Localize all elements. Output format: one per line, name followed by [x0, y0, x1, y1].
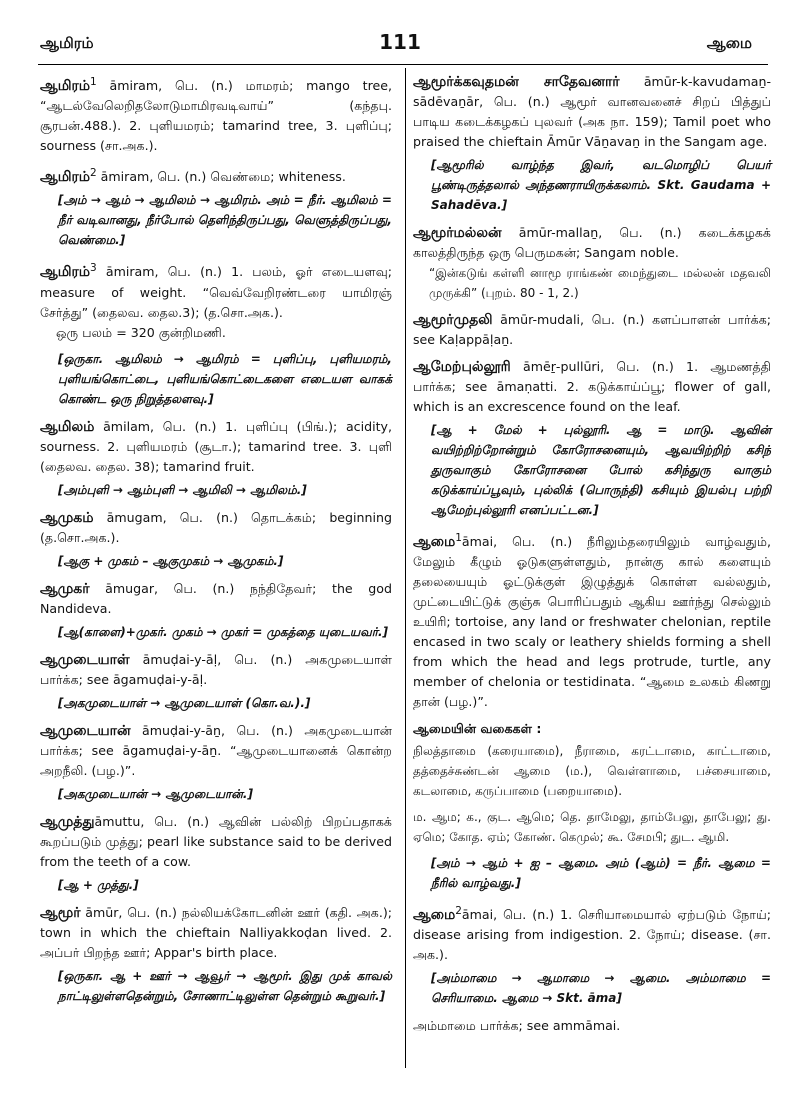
header-left-guideword: ஆமிரம்: [40, 34, 94, 52]
headword: ஆமிலம்: [40, 418, 95, 435]
homograph-number: 1: [89, 76, 97, 88]
headword: ஆமுத்து: [40, 813, 95, 830]
etymology: [அம்மாமை → ஆமாமை → ஆமை. அம்மாமை = செரியாமை. ஆமை → Skt. āma]: [431, 971, 771, 1006]
entry-body: āmūr-k-kavudamaṉ-sādēvaṉār, பெ. (n.) ஆமூர் வானவனைச் சிறப் பித்துப் பாடிய கடைக்கழகப் புலவர் (அக நா. 159); Tamil poet who praised the chieftain Āmūr Vāṉavaṉ in the Sangam age.: [413, 74, 771, 149]
etymology: [ஒருகா. ஆமிலம் → ஆமிரம் = புளிப்பு, புளியமரம், புளியங்கொட்டை, புளியங்கொட்டைகளை எடையள வாகக் கொண்ட ஒரு நிறுத்தலளவு.]: [58, 351, 392, 406]
entry: [40, 903, 392, 1006]
page-number: 111: [379, 30, 421, 54]
etymology: [அகமுடையாள் → ஆமுடையாள் (கொ.வ.).]: [58, 695, 311, 710]
entry: [40, 650, 392, 713]
right-column: [413, 72, 771, 1043]
etymology: [ஆ + மேல் + புல்லூரி. ஆ = மாடு. ஆவின் வயிற்றிற்றோன்றும் கோரோசனையும், ஆவயிற்றிற் கசிந் துருவாகும் கோரோசனை போல் கசிந்துரு வாகும் கடுக்காய்ப்பூவும், புல்லிக் (பொருந்தி) கசியும் இயல்பு பற்றி ஆமேற்புல்லூரி எனப்பட்டன.]: [431, 423, 771, 517]
etymology: [அம் → ஆம் → ஆமிலம் → ஆமிரம். அம் = நீர். ஆமிலம் = நீர் வடிவானது, நீர்போல் தெளிந்திருப்பது, வெளுத்திருப்பது, வெண்மை.]: [58, 193, 392, 248]
etymology: [ஆ + முத்து.]: [58, 877, 139, 892]
entry: [40, 579, 392, 642]
entry-body: āmai, பெ. (n.) நீரிலும்தரையிலும் வாழ்வதும், மேலும் கீழும் ஓடுகளுள்ளதும், நான்கு கால் களையும் தலையையும் ஓட்டுக்குள் இழுத்துக் கொள்ள வல்லதும், முட்டையிட்டுக் குஞ்சு பொரிப்பதும் ஆகிய ஊர்ந்து செல்லும் உயிரி; tortoise, any land or freshwater chelonian, reptile encased in two scaly or leathery shields forming a shell from which the head and legs protrude, turtle, any member of chelonia or testidinata. “ஆமை உலகம் கிணறு தான் (பழ.)”.: [413, 534, 771, 710]
headword: ஆமை: [413, 907, 456, 924]
entry: [413, 223, 771, 303]
entry: [40, 258, 392, 408]
page-header: [0, 28, 800, 58]
homograph-number: 2: [89, 167, 97, 180]
entry-body: āmiram, பெ. (n.) வெண்மை; whiteness.: [96, 169, 346, 185]
etymology: [ஆகு + முகம் – ஆகுமுகம் → ஆமுகம்.]: [58, 553, 284, 568]
cognates-list: ம. ஆம; க., குட. ஆமெ; தெ. தாமேலு, தாம்பேலு, தாபேலு; து. ஏமெ; கோத. ஏம்; கோண். கெமுல்; கூ. சேமபி; துட. ஆமி.: [413, 810, 771, 845]
entry: [40, 721, 392, 804]
entry-note: ஒரு பலம் = 320 குன்றிமணி.: [56, 324, 226, 340]
entry: [413, 72, 771, 215]
cross-reference: அம்மாமை பார்க்க; see ammāmai.: [413, 1018, 621, 1034]
entry-body: āmugam, பெ. (n.) தொடக்கம்; beginning (த.சொ.அக.).: [40, 509, 392, 545]
headword: ஆமிரம்: [40, 264, 90, 281]
entry-body: āmiram, பெ. (n.) 1. பலம், ஓர் எடையளவு; measure of weight. “வெவ்வேறிரண்டரை யாமிரஞ் சேர்த்து” (தைலவ. தைல.3); (த.சொ.அக.).: [40, 264, 392, 320]
headword: ஆமுடையான்: [40, 722, 131, 739]
entry: [40, 417, 392, 500]
header-rule: [38, 64, 768, 65]
headword: ஆமுடையாள்: [40, 651, 130, 668]
types-list: நிலத்தாமை (கரையாமை), நீராமை, கரட்டாமை, காட்டாமை, தத்தைச்சுண்டன் ஆமை (ம.), வெள்ளாமை, பச்சையாமை, கடலாமை, கருப்பாமை (பறையாமை).: [413, 744, 771, 799]
headword: ஆமிரம்: [40, 78, 90, 95]
left-column: [40, 72, 392, 1014]
entry-body: āmilam, பெ. (n.) 1. புளிப்பு (பிங்.); acidity, sourness. 2. புளியமரம் (சூடா.); tamarind tree. 3. புளி (தைலவ. தைல. 38); tamarind fruit.: [40, 418, 392, 474]
entry-body: āmuḍai-y-āṉ, பெ. (n.) அகமுடையான் பார்க்க; see āgamuḍai-y-āṉ. “ஆமுடையானைக் கொன்ற அறநீலி. (பழ.)”.: [40, 722, 392, 778]
entry-body: āmuttu, பெ. (n.) ஆவின் பல்லிற் பிறப்பதாகக் கூறப்படும் முத்து; pearl like substance said to be derived from the teeth of a cow.: [40, 813, 392, 869]
headword: ஆமிரம்: [40, 169, 90, 186]
homograph-number: 2: [455, 905, 462, 918]
etymology: [அகமுடையான் → ஆமுடையான்.]: [58, 786, 253, 801]
entry-body: āmūr-mallaṉ, பெ. (n.) கடைக்கழகக் காலத்திருந்த ஒரு பெருமகன்; Sangam noble.: [413, 225, 771, 260]
entry: [413, 901, 771, 1036]
citation: “இன்கடுங் கள்ளி னாமூ ராங்கண் மைந்துடை மல்லன் மதவலி முருக்கி” (புறம். 80 - 1, 2.): [429, 266, 771, 300]
headword: ஆமூர்மல்லன்: [413, 225, 502, 241]
etymology: [ஆமூரில் வாழ்ந்த இவர், வடமொழிப் பெயர் பூண்டிருத்தலால் அந்தணராயிருக்கலாம். Skt. Gaudama + Sahadēva.]: [431, 158, 771, 212]
headword: ஆமை: [413, 534, 456, 551]
entry-body: āmai, பெ. (n.) 1. செரியாமையால் ஏற்படும் நோய்; disease arising from indigestion. 2. நோய்; disease. (சா. அக.).: [413, 907, 771, 963]
homograph-number: 1: [455, 532, 462, 544]
entry: [413, 528, 771, 712]
column-divider: [405, 68, 406, 1068]
etymology: [அம்புளி → ஆம்புளி → ஆமிலி → ஆமிலம்.]: [58, 482, 307, 497]
entry-body: āmiram, பெ. (n.) மாமரம்; mango tree, “ஆடல்வேலெறிதலோடுமாமிரவடிவாய்” (கந்தபு. சூரபன்.488.). 2. புளியமரம்; tamarind tree, 3. புளிப்பு; sourness (சா.அக.).: [40, 78, 392, 154]
entry: [40, 812, 392, 895]
headword: ஆமேற்புல்லூரி: [413, 359, 511, 375]
etymology: [அம் → ஆம் + ஐ – ஆமை. அம் (ஆம்) = நீர். ஆமை = நீரில் வாழ்வது.]: [431, 856, 771, 891]
entry-body: āmuḍai-y-āḷ, பெ. (n.) அகமுடையாள் பார்க்க; see āgamuḍai-y-āḷ.: [40, 651, 392, 687]
entry: [413, 310, 771, 350]
entry: [40, 72, 392, 156]
entry: [413, 357, 771, 520]
etymology: [ஒருகா. ஆ + ஊர் → ஆவூர் → ஆமூர். இது முக் காவல் நாட்டிலுள்ளதென்றும், சோணாட்டிலுள்ள தென்றும் கூறுவர்.]: [58, 968, 392, 1003]
headword: ஆமுகர்: [40, 580, 90, 597]
entry-body: āmugar, பெ. (n.) நந்திதேவர்; the god Nandideva.: [40, 580, 392, 616]
headword: ஆமூர்க்கவுதமன் சாதேவனார்: [413, 74, 620, 90]
headword: ஆமூர்முதலி: [413, 312, 493, 328]
entry-body: āmūr-mudali, பெ. (n.) களப்பாளன் பார்க்க; see Kaḷappāḷaṉ.: [413, 312, 771, 347]
entry: [40, 163, 392, 250]
etymology: [ஆ(காளை)+முகர். முகம் → முகர் = முகத்தை யுடையவர்.]: [58, 624, 389, 639]
entry-body: āmēṟ-pullūri, பெ. (n.) 1. ஆமணத்தி பார்க்க; see āmaṇatti. 2. கடுக்காய்ப்பூ; flower of gall, which is an excrescence found on the leaf.: [413, 359, 771, 414]
section-title: ஆமையின் வகைகள் :: [413, 721, 542, 737]
entry-body: āmūr, பெ. (n.) நல்லியக்கோடனின் ஊர் (கதி. அக.); town in which the chieftain Nalliyakkoḍan lived. 2. அப்பர் பிறந்த ஊர்; Appar's birth place.: [40, 904, 392, 960]
headword: ஆமுகம்: [40, 509, 94, 526]
header-right-guideword: ஆமை: [706, 34, 752, 52]
entry: [40, 508, 392, 571]
headword: ஆமூர்: [40, 904, 81, 921]
homograph-number: 3: [89, 262, 97, 275]
